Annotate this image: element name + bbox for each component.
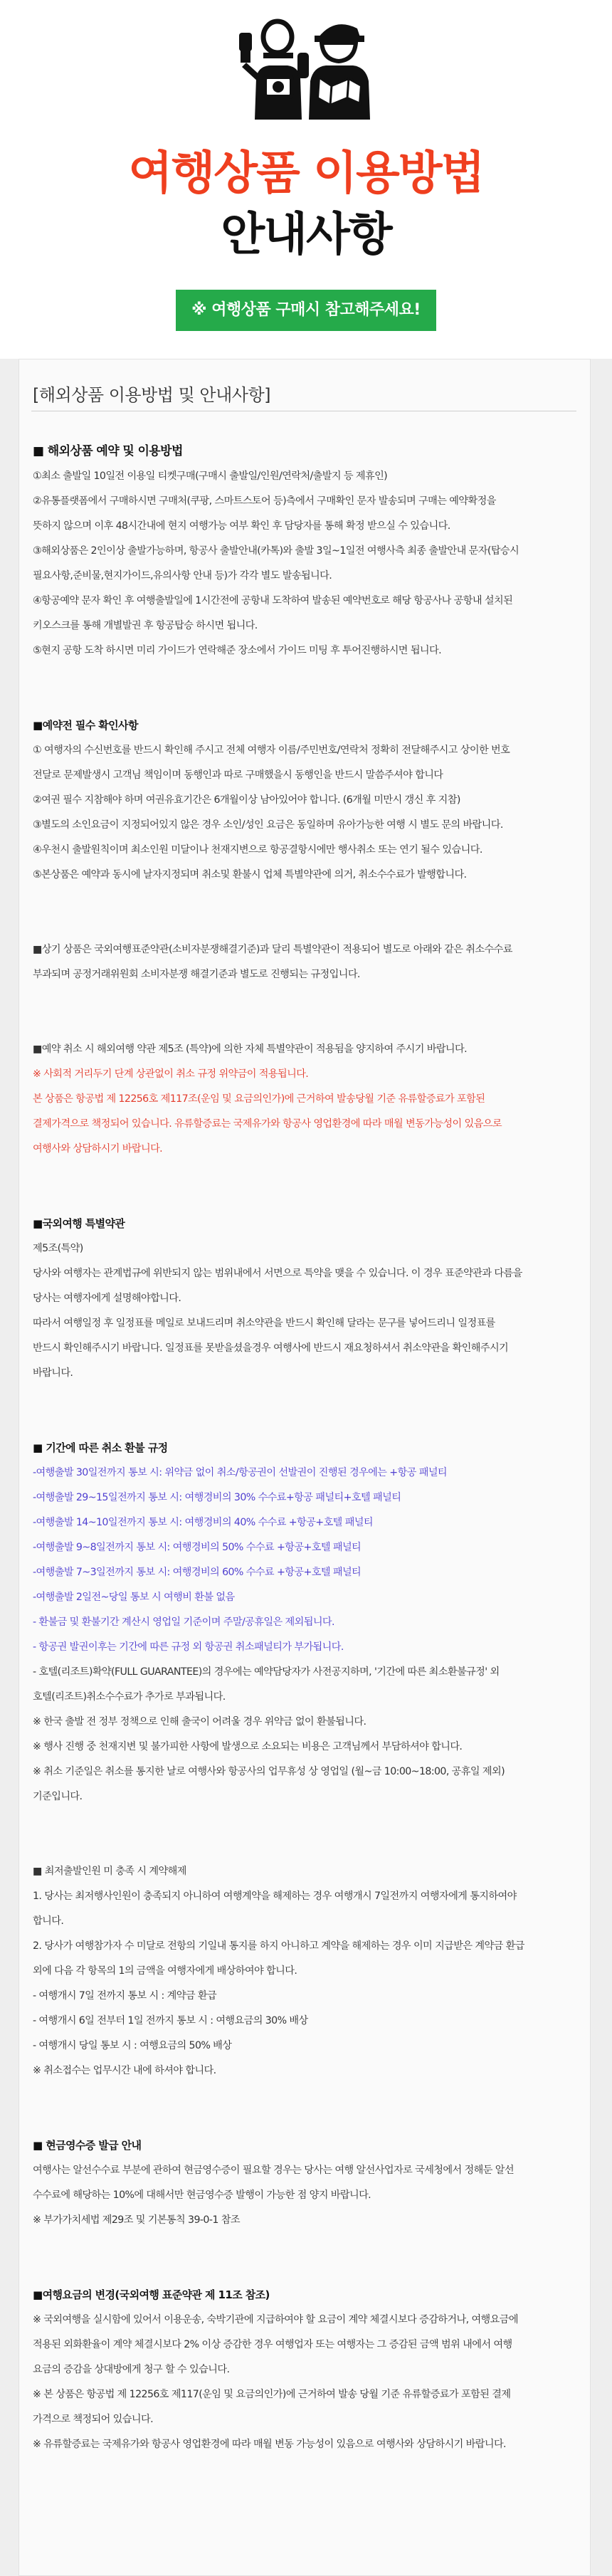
hero-header <box>0 0 612 319</box>
text-line: ※ 부가가치세법 제29조 및 기본통칙 39-0-1 참조 <box>33 2214 240 2226</box>
section-heading: ■국외여행 특별약관 <box>33 1217 125 1230</box>
page-title: 여행상품 이용방법 <box>128 147 484 200</box>
text-line: 필요사항,준비물,현지가이드,유의사항 안내 등)가 각각 별도 발송됩니다. <box>33 570 332 582</box>
text-line: ※ 유류할증료는 국제유가와 항공사 영업환경에 따라 매월 변동 가능성이 있음으로 여행사와 상담하시기 바랍니다. <box>33 2439 506 2450</box>
spacer <box>33 1834 579 1859</box>
text-line: ※ 국외여행을 실시함에 있어서 이용운송, 숙박기관에 지급하여야 할 요금이 계약 체결시보다 증감하거나, 여행요금에 <box>33 2314 518 2325</box>
text-line: 부과되며 공정거래위원회 소비자분쟁 해결기준과 별도로 진행되는 규정입니다. <box>33 969 360 980</box>
page-subtitle: 안내사항 <box>221 209 391 261</box>
text-line: ③해외상품은 2인이상 출발가능하며, 항공사 출발안내(카톡)와 출발 3일~1일전 여행사측 최종 출발안내 문자(탑승시 <box>33 545 519 557</box>
text-line: ※ 한국 출발 전 정부 정책으로 인해 출국이 어려울 경우 위약금 없이 환불됩니다. <box>33 1716 366 1728</box>
text-line: 합니다. <box>33 1915 64 1927</box>
spacer <box>33 2108 579 2133</box>
text-line: ■ 최저출발인원 미 충족 시 계약해제 <box>33 1866 186 1877</box>
text-line: ※ 행사 진행 중 천재지변 및 불가피한 사항에 발생으로 소요되는 비용은 고객님께서 부담하셔야 합니다. <box>33 1741 463 1752</box>
text-line: ④항공예약 문자 확인 후 여행출발일에 1시간전에 공항내 도착하여 발송된 예약번호로 해당 항공사나 공항내 설치된 <box>33 595 513 606</box>
text-line: ②여권 필수 지참해야 하며 여권유효기간은 6개월이상 남아있어야 합니다. (6개월 미만시 갱신 후 지참) <box>33 794 460 806</box>
text-line: ④우천시 출발원칙이며 최소인원 미달이나 천재지변으로 항공결항시에만 행사취소 또는 연기 될수 있습니다. <box>33 844 482 856</box>
text-line: 1. 당사는 최저행사인원이 충족되지 아니하여 여행계약을 해제하는 경우 여행개시 7일전까지 여행자에게 통지하여야 <box>33 1891 517 1902</box>
spacer <box>33 1162 579 1187</box>
spacer <box>33 688 579 713</box>
warning-text-line: 본 상품은 항공법 제 12256호 제117조(운임 및 요금의인가)에 근거하여 발송당월 기준 유류할증료가 포함된 <box>33 1093 485 1105</box>
text-line: - 여행개시 6일 전부터 1일 전까지 통보 시 : 여행요금의 30% 배상 <box>33 2015 308 2026</box>
text-line: ②유통플랫폼에서 구매하시면 구매처(쿠팡, 스마트스토어 등)측에서 구매확인 문자 발송되며 구매는 예약확정을 <box>33 495 496 507</box>
section-heading: ■예약전 필수 확인사항 <box>33 719 138 732</box>
section-heading: ■ 현금영수증 발급 안내 <box>33 2139 142 2152</box>
text-line: 가격으로 책정되어 있습니다. <box>33 2414 153 2425</box>
section-heading: ■ 해외상품 예약 및 이용방법 <box>33 444 183 458</box>
text-line: 여행사는 알선수수료 부분에 관하여 현금영수증이 필요할 경우는 당사는 여행 알선사업자로 국세청에서 정해둔 알선 <box>33 2165 514 2176</box>
text-line: ※ 취소접수는 업무시간 내에 하셔야 합니다. <box>33 2065 216 2076</box>
refund-rule-line: -여행출발 30일전까지 통보 시: 위약금 없이 취소/항공권이 선발권이 진행된 경우에는 +항공 패널티 <box>33 1467 448 1478</box>
text-line: ③별도의 소인요금이 지정되어있지 않은 경우 소인/성인 요금은 동일하며 유아가능한 여행 시 별도 문의 바랍니다. <box>33 819 503 831</box>
text-line: 외에 다음 각 항목의 1의 금액을 여행자에게 배상하여야 합니다. <box>33 1965 297 1977</box>
text-line: 뜻하지 않으며 이후 48시간내에 현지 여행가능 여부 확인 후 담당자를 통해 확정 받으실 수 있습니다. <box>33 520 450 532</box>
spacer <box>33 913 579 937</box>
text-line: 2. 당사가 여행참가자 수 미달로 전항의 기일내 통지를 하지 아니하고 계약을 해제하는 경우 이미 지급받은 계약금 환급 <box>33 1940 524 1952</box>
spacer <box>33 888 579 913</box>
text-line: - 호텔(리조트)확약(FULL GUARANTEE)의 경우에는 예약담당자가 사전공지하며, '기간에 따른 최소환불규정' 외 <box>33 1666 500 1678</box>
refund-rule-line: - 항공권 발권이후는 기간에 따른 규정 외 항공권 취소패널티가 부가됩니다. <box>33 1641 344 1653</box>
text-line: ①최소 출발일 10일전 이용일 티켓구매(구매시 출발일/인원/연락처/출발지 등 제휴인) <box>33 470 388 482</box>
spacer <box>33 987 579 1012</box>
guide-panel <box>19 359 591 2576</box>
text-line: ■예약 취소 시 해외여행 약관 제5조 (특약)에 의한 자체 특별약관이 적용됨을 양지하여 주시기 바랍니다. <box>33 1043 468 1055</box>
text-line: 요금의 증감을 상대방에게 청구 할 수 있습니다. <box>33 2364 230 2375</box>
section-heading: ■ 기간에 따른 취소 환불 규정 <box>33 1441 168 1454</box>
text-line: 전달로 문제발생시 고객님 책임이며 동행인과 따로 구매했을시 동행인을 반드시 말씀주셔야 합니다 <box>33 769 443 781</box>
refund-rule-line: -여행출발 2일전~당일 통보 시 여행비 환불 없음 <box>33 1592 235 1603</box>
text-line: ① 여행자의 수신번호를 반드시 확인해 주시고 전체 여행자 이름/주민번호/연락처 정확히 전달해주시고 상이한 번호 <box>33 745 510 756</box>
section-heading: ■여행요금의 변경(국외여행 표준약관 제 11조 참조) <box>33 2288 270 2301</box>
text-line: ⑤본상품은 예약과 동시에 날자지정되며 취소및 환불시 업체 특별약관에 의거, 취소수수료가 발행합니다. <box>33 869 467 880</box>
text-line: 당사와 여행자는 관계법규에 위반되지 않는 범위내에서 서면으로 특약을 맺을 수 있습니다. 이 경우 표준약관과 다름을 <box>33 1268 522 1279</box>
spacer <box>33 2233 579 2258</box>
text-line: 수수료에 해당하는 10%에 대해서만 현금영수증 발행이 가능한 점 양지 바랍니다. <box>33 2189 371 2201</box>
spacer <box>33 2083 579 2108</box>
warning-text-line: 여행사와 상담하시기 바랍니다. <box>33 1143 163 1155</box>
text-line: 따라서 여행일정 후 일정표를 메일로 보내드리며 취소약관을 반드시 확인해 달라는 문구를 넣어드리니 일정표를 <box>33 1318 495 1329</box>
spacer <box>33 663 579 688</box>
text-line: 기준입니다. <box>33 1791 83 1802</box>
travelers-illustration <box>235 13 377 120</box>
spacer <box>33 2258 579 2283</box>
refund-rule-line: -여행출발 29~15일전까지 통보 시: 여행경비의 30% 수수료+항공 패널티+호텔 패널티 <box>33 1492 401 1503</box>
spacer <box>33 1187 579 1211</box>
refund-rule-line: -여행출발 14~10일전까지 통보 시: 여행경비의 40% 수수료 +항공+호텔 패널티 <box>33 1517 374 1528</box>
warning-text-line: 결제가격으로 책정되어 있습니다. 유류할증료는 국제유가와 항공사 영업환경에 따라 매월 변동가능성이 있음으로 <box>33 1118 502 1130</box>
text-line: ■상기 상품은 국외여행표준약관(소비자분쟁해결기준)과 달리 특별약관이 적용되어 별도로 아래와 같은 취소수수료 <box>33 944 512 955</box>
spacer <box>33 1411 579 1436</box>
text-line: 키오스크를 통해 개별발권 후 항공탑승 하시면 됩니다. <box>33 620 258 631</box>
text-line: 바랍니다. <box>33 1367 73 1379</box>
panel-title: [해외상품 이용방법 및 안내사항] <box>33 385 271 405</box>
warning-text-line: ※ 사회적 거리두기 단계 상관없이 취소 규정 위약금이 적용됩니다. <box>33 1068 309 1080</box>
text-line: 제5조(특약) <box>33 1243 83 1254</box>
text-line: 당사는 여행자에게 설명해야합니다. <box>33 1293 181 1304</box>
spacer <box>33 1809 579 1834</box>
text-line: - 여행개시 당일 통보 시 : 여행요금의 50% 배상 <box>33 2040 232 2051</box>
text-line: 호텔(리조트)취소수수료가 추가로 부과됩니다. <box>33 1691 226 1703</box>
text-line: ⑤현지 공항 도착 하시면 미리 가이드가 연락해준 장소에서 가이드 미팅 후 투어진행하시면 됩니다. <box>33 645 442 656</box>
refund-rule-line: - 환불금 및 환불기간 계산시 영업일 기준이며 주말/공휴일은 제외됩니다. <box>33 1616 334 1628</box>
spacer <box>33 1012 579 1037</box>
notice-banner: ※ 여행상품 구매시 참고해주세요! <box>176 290 436 331</box>
text-line: ※ 본 상품은 항공법 제 12256호 제117(운임 및 요금의인가)에 근거하여 발송 당월 기준 유류할증료가 포함된 결제 <box>33 2389 511 2400</box>
traveler-with-camera-icon <box>239 21 309 120</box>
refund-rule-line: -여행출발 7~3일전까지 통보 시: 여행경비의 60% 수수료 +항공+호텔 패널티 <box>33 1567 362 1578</box>
text-line: 반드시 확인해주시기 바랍니다. 일정표를 못받을셨을경우 여행사에 반드시 재요청하셔서 취소약관을 확인해주시기 <box>33 1342 509 1354</box>
refund-rule-line: -여행출발 9~8일전까지 통보 시: 여행경비의 50% 수수료 +항공+호텔 패널티 <box>33 1542 362 1553</box>
guide-content <box>33 439 579 2457</box>
text-line: ※ 취소 기준일은 취소를 통지한 날로 여행사와 항공사의 업무휴성 상 영업일 (월~금 10:00~18:00, 공휴일 제외) <box>33 1766 505 1777</box>
spacer <box>33 1386 579 1411</box>
text-line: - 여행개시 7일 전까지 통보 시 : 계약금 환급 <box>33 1990 217 2002</box>
text-line: 적용된 외화환율이 계약 체결시보다 2% 이상 증감한 경우 여행업자 또는 여행자는 그 증감된 금액 범위 내에서 여행 <box>33 2339 512 2350</box>
traveler-with-map-icon <box>309 24 370 120</box>
